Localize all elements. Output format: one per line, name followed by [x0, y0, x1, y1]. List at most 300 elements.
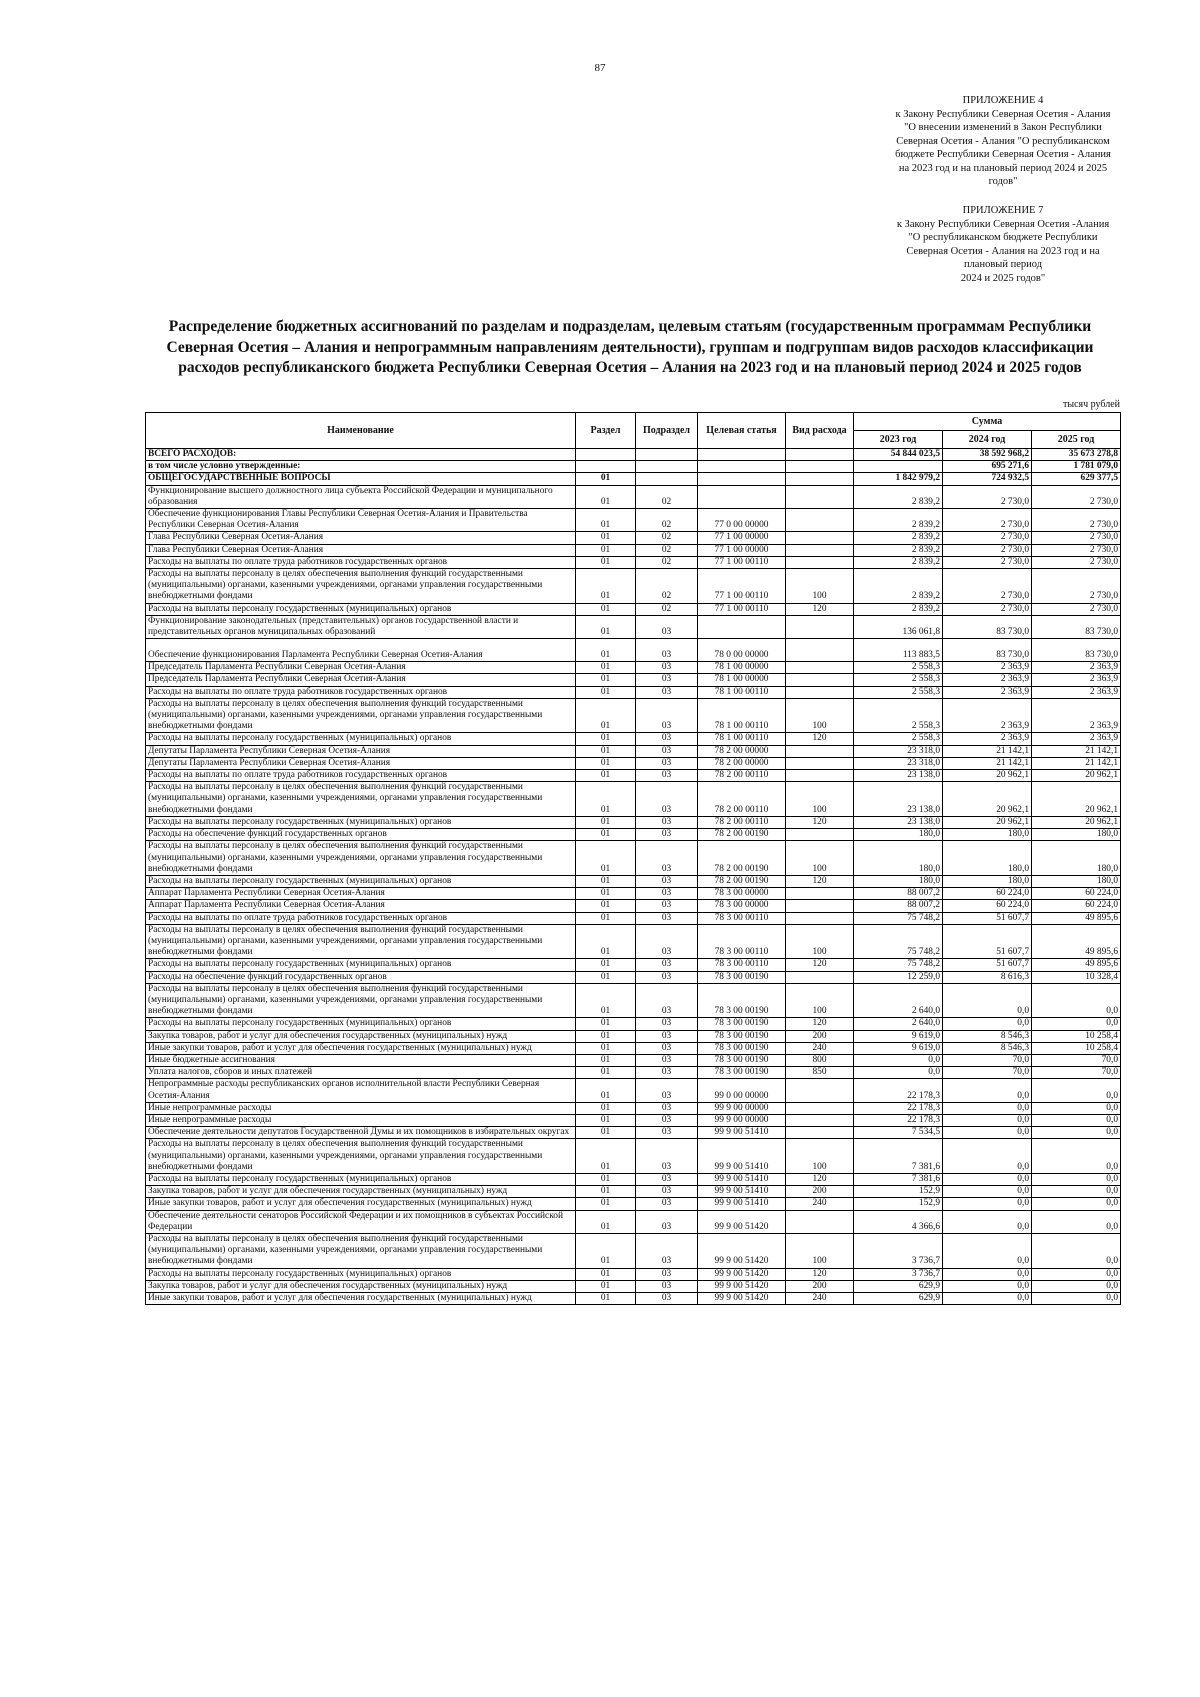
cell-2023: 629,9	[854, 1293, 943, 1305]
cell-name: Депутаты Парламента Республики Северная Осетия-Алания	[146, 757, 576, 769]
cell-section: 01	[576, 770, 636, 782]
cell-target	[698, 449, 786, 461]
cell-type: 120	[786, 733, 854, 745]
cell-type: 120	[786, 875, 854, 887]
cell-2023: 23 318,0	[854, 745, 943, 757]
cell-subsection	[636, 449, 698, 461]
cell-target: 78 3 00 00190	[698, 1067, 786, 1079]
cell-subsection: 03	[636, 615, 698, 638]
cell-type: 100	[786, 983, 854, 1018]
cell-target: 99 9 00 51410	[698, 1139, 786, 1174]
table-row	[146, 1198, 1121, 1210]
cell-target: 78 1 00 00110	[698, 686, 786, 698]
cell-target: 78 3 00 00000	[698, 888, 786, 900]
cell-subsection: 03	[636, 959, 698, 971]
cell-2025: 10 258,4	[1032, 1030, 1121, 1042]
header-name: Наименование	[146, 413, 576, 449]
table-row	[146, 532, 1121, 544]
cell-section: 01	[576, 544, 636, 556]
table-row	[146, 875, 1121, 887]
cell-section	[576, 449, 636, 461]
cell-subsection: 03	[636, 1018, 698, 1030]
cell-2023: 2 558,3	[854, 662, 943, 674]
cell-name: Закупка товаров, работ и услуг для обеспечения государственных (муниципальных) нужд	[146, 1186, 576, 1198]
header-target: Целевая статья	[698, 413, 786, 449]
cell-type: 100	[786, 569, 854, 604]
cell-section: 01	[576, 473, 636, 485]
cell-subsection: 02	[636, 485, 698, 508]
cell-name: Уплата налогов, сборов и иных платежей	[146, 1067, 576, 1079]
cell-2023: 7 381,6	[854, 1173, 943, 1185]
table-row	[146, 900, 1121, 912]
cell-name: Иные закупки товаров, работ и услуг для обеспечения государственных (муниципальных) нужд	[146, 1042, 576, 1054]
cell-target: 78 2 00 00190	[698, 829, 786, 841]
cell-subsection: 03	[636, 983, 698, 1018]
cell-2024: 0,0	[943, 1293, 1032, 1305]
cell-name: Расходы на выплаты персоналу государственных (муниципальных) органов	[146, 1173, 576, 1185]
cell-target: 99 0 00 00000	[698, 1079, 786, 1102]
cell-section: 01	[576, 1079, 636, 1102]
cell-2023: 629,9	[854, 1280, 943, 1292]
cell-subsection: 03	[636, 686, 698, 698]
table-row	[146, 509, 1121, 532]
cell-2023: 0,0	[854, 1054, 943, 1066]
cell-subsection: 03	[636, 912, 698, 924]
cell-2023: 0,0	[854, 1067, 943, 1079]
cell-subsection: 02	[636, 603, 698, 615]
cell-name: Расходы на выплаты персоналу в целях обеспечения выполнения функций государственными (муниципальными) органами, казенными учреждениями, органами управления государственными внебюджетными фондами	[146, 569, 576, 604]
cell-section: 01	[576, 1018, 636, 1030]
cell-type	[786, 509, 854, 532]
cell-2025: 0,0	[1032, 1079, 1121, 1102]
cell-section: 01	[576, 509, 636, 532]
cell-2024: 20 962,1	[943, 816, 1032, 828]
cell-2025: 70,0	[1032, 1054, 1121, 1066]
cell-2023: 23 138,0	[854, 782, 943, 817]
appendix-4-block	[860, 94, 1146, 189]
cell-target: 78 2 00 00110	[698, 770, 786, 782]
cell-section: 01	[576, 1280, 636, 1292]
cell-2023: 180,0	[854, 841, 943, 876]
table-row	[146, 473, 1121, 485]
cell-type	[786, 473, 854, 485]
cell-name: ВСЕГО РАСХОДОВ:	[146, 449, 576, 461]
table-row	[146, 1173, 1121, 1185]
cell-target: 78 3 00 00110	[698, 912, 786, 924]
cell-2024: 180,0	[943, 829, 1032, 841]
cell-2024: 2 730,0	[943, 532, 1032, 544]
cell-2024: 0,0	[943, 1114, 1032, 1126]
cell-section: 01	[576, 1139, 636, 1174]
cell-name: Расходы на выплаты по оплате труда работников государственных органов	[146, 556, 576, 568]
appendix-line: ПРИЛОЖЕНИЕ 7	[962, 205, 1044, 216]
cell-2025: 0,0	[1032, 1234, 1121, 1269]
cell-2025: 10 258,4	[1032, 1042, 1121, 1054]
table-row	[146, 745, 1121, 757]
table-row	[146, 959, 1121, 971]
cell-2024: 0,0	[943, 1280, 1032, 1292]
table-row	[146, 1268, 1121, 1280]
table-row	[146, 829, 1121, 841]
cell-target: 99 9 00 51420	[698, 1293, 786, 1305]
cell-target: 78 2 00 00000	[698, 745, 786, 757]
cell-type	[786, 1210, 854, 1233]
cell-2024: 0,0	[943, 1198, 1032, 1210]
cell-target: 99 9 00 00000	[698, 1102, 786, 1114]
cell-2025: 180,0	[1032, 875, 1121, 887]
cell-2023: 152,9	[854, 1198, 943, 1210]
cell-section: 01	[576, 1293, 636, 1305]
cell-name: Аппарат Парламента Республики Северная Осетия-Алания	[146, 888, 576, 900]
cell-subsection: 03	[636, 1114, 698, 1126]
cell-name: Расходы на обеспечение функций государственных органов	[146, 971, 576, 983]
cell-section: 01	[576, 556, 636, 568]
cell-target	[698, 473, 786, 485]
cell-section: 01	[576, 1042, 636, 1054]
cell-section: 01	[576, 569, 636, 604]
cell-section: 01	[576, 639, 636, 662]
cell-subsection: 03	[636, 875, 698, 887]
cell-section: 01	[576, 1114, 636, 1126]
cell-name: Обеспечение деятельности сенаторов Российской Федерации и их помощников в субъектах Российской Федерации	[146, 1210, 576, 1233]
cell-2024: 8 546,3	[943, 1042, 1032, 1054]
cell-target: 78 2 00 00190	[698, 875, 786, 887]
cell-2023: 2 558,3	[854, 674, 943, 686]
cell-name: Расходы на выплаты персоналу в целях обеспечения выполнения функций государственными (муниципальными) органами, казенными учреждениями, органами управления государственными внебюджетными фондами	[146, 983, 576, 1018]
appendix-line: "О республиканском бюджете Республики	[908, 232, 1098, 243]
cell-target: 77 1 00 00000	[698, 544, 786, 556]
cell-subsection: 03	[636, 1198, 698, 1210]
table-row	[146, 782, 1121, 817]
cell-2024: 60 224,0	[943, 888, 1032, 900]
cell-section: 01	[576, 615, 636, 638]
cell-2024: 2 730,0	[943, 556, 1032, 568]
cell-2023: 23 138,0	[854, 816, 943, 828]
cell-name: Председатель Парламента Республики Северная Осетия-Алания	[146, 674, 576, 686]
cell-section: 01	[576, 1198, 636, 1210]
cell-name: в том числе условно утвержденные:	[146, 461, 576, 473]
cell-name: Расходы на выплаты персоналу государственных (муниципальных) органов	[146, 875, 576, 887]
cell-type: 240	[786, 1042, 854, 1054]
cell-section: 01	[576, 971, 636, 983]
cell-type	[786, 674, 854, 686]
cell-2024: 0,0	[943, 1268, 1032, 1280]
cell-subsection	[636, 473, 698, 485]
cell-target: 78 1 00 00110	[698, 698, 786, 733]
cell-2025: 2 730,0	[1032, 485, 1121, 508]
cell-name: Расходы на выплаты персоналу государственных (муниципальных) органов	[146, 1018, 576, 1030]
cell-2024: 180,0	[943, 841, 1032, 876]
cell-name: Расходы на выплаты персоналу в целях обеспечения выполнения функций государственными (муниципальными) органами, казенными учреждениями, органами управления государственными внебюджетными фондами	[146, 782, 576, 817]
cell-type: 120	[786, 1268, 854, 1280]
cell-2023: 2 839,2	[854, 485, 943, 508]
cell-subsection: 02	[636, 532, 698, 544]
cell-2024: 0,0	[943, 1234, 1032, 1269]
cell-name: Непрограммные расходы республиканских органов исполнительной власти Республики Северная Осетия-Алания	[146, 1079, 576, 1102]
cell-2025: 0,0	[1032, 1280, 1121, 1292]
cell-type: 120	[786, 603, 854, 615]
cell-section: 01	[576, 888, 636, 900]
cell-2023: 23 138,0	[854, 770, 943, 782]
cell-section: 01	[576, 912, 636, 924]
cell-type: 100	[786, 1234, 854, 1269]
cell-name: Расходы на выплаты персоналу в целях обеспечения выполнения функций государственными (муниципальными) органами, казенными учреждениями, органами управления государственными внебюджетными фондами	[146, 1234, 576, 1269]
cell-2025: 35 673 278,8	[1032, 449, 1121, 461]
cell-2025: 629 377,5	[1032, 473, 1121, 485]
cell-type	[786, 544, 854, 556]
cell-2025: 49 895,6	[1032, 924, 1121, 959]
table-row	[146, 1054, 1121, 1066]
cell-2023: 4 366,6	[854, 1210, 943, 1233]
cell-name: Расходы на выплаты персоналу в целях обеспечения выполнения функций государственными (муниципальными) органами, казенными учреждениями, органами управления государственными внебюджетными фондами	[146, 924, 576, 959]
cell-2024: 20 962,1	[943, 770, 1032, 782]
cell-subsection: 03	[636, 1234, 698, 1269]
table-row	[146, 698, 1121, 733]
cell-subsection: 03	[636, 1280, 698, 1292]
cell-type: 100	[786, 841, 854, 876]
cell-target: 99 9 00 51420	[698, 1210, 786, 1233]
appendix-line: 2024 и 2025 годов"	[960, 272, 1046, 284]
cell-2023: 88 007,2	[854, 900, 943, 912]
table-row	[146, 1186, 1121, 1198]
cell-2025: 10 328,4	[1032, 971, 1121, 983]
cell-subsection: 03	[636, 816, 698, 828]
cell-2025: 70,0	[1032, 1067, 1121, 1079]
cell-section: 01	[576, 686, 636, 698]
cell-target: 78 3 00 00190	[698, 1018, 786, 1030]
cell-type	[786, 1114, 854, 1126]
cell-2024: 51 607,7	[943, 924, 1032, 959]
cell-subsection: 03	[636, 770, 698, 782]
cell-type	[786, 900, 854, 912]
cell-2025: 21 142,1	[1032, 757, 1121, 769]
cell-target: 78 2 00 00000	[698, 757, 786, 769]
cell-2023: 75 748,2	[854, 912, 943, 924]
cell-subsection: 03	[636, 745, 698, 757]
cell-subsection: 03	[636, 888, 698, 900]
cell-type	[786, 532, 854, 544]
cell-2024: 51 607,7	[943, 912, 1032, 924]
cell-subsection: 03	[636, 829, 698, 841]
cell-2024: 0,0	[943, 1127, 1032, 1139]
cell-section: 01	[576, 733, 636, 745]
cell-2023: 2 640,0	[854, 1018, 943, 1030]
cell-section: 01	[576, 1173, 636, 1185]
cell-section: 01	[576, 745, 636, 757]
cell-2023: 152,9	[854, 1186, 943, 1198]
cell-2024: 20 962,1	[943, 782, 1032, 817]
cell-section: 01	[576, 900, 636, 912]
cell-2025: 2 363,9	[1032, 662, 1121, 674]
cell-target: 99 9 00 51420	[698, 1280, 786, 1292]
table-row	[146, 1018, 1121, 1030]
cell-section: 01	[576, 782, 636, 817]
cell-target: 99 9 00 51420	[698, 1234, 786, 1269]
cell-type	[786, 449, 854, 461]
cell-2025: 2 730,0	[1032, 556, 1121, 568]
cell-name: Депутаты Парламента Республики Северная Осетия-Алания	[146, 745, 576, 757]
cell-type: 120	[786, 816, 854, 828]
header-2024: 2024 год	[943, 431, 1032, 449]
cell-subsection: 02	[636, 544, 698, 556]
table-row	[146, 757, 1121, 769]
cell-name: Расходы на выплаты персоналу в целях обеспечения выполнения функций государственными (муниципальными) органами, казенными учреждениями, органами управления государственными внебюджетными фондами	[146, 1139, 576, 1174]
cell-target: 77 1 00 00110	[698, 556, 786, 568]
cell-2025: 60 224,0	[1032, 900, 1121, 912]
cell-section: 01	[576, 1102, 636, 1114]
cell-2023: 2 839,2	[854, 532, 943, 544]
table-header-row	[146, 413, 1121, 431]
cell-type	[786, 912, 854, 924]
cell-2024: 8 546,3	[943, 1030, 1032, 1042]
cell-name: Обеспечение функционирования Парламента Республики Северная Осетия-Алания	[146, 639, 576, 662]
cell-subsection: 03	[636, 1054, 698, 1066]
cell-2025: 20 962,1	[1032, 782, 1121, 817]
cell-section: 01	[576, 1210, 636, 1233]
appendix-line: к Закону Республики Северная Осетия -Алания	[896, 218, 1110, 230]
cell-target: 99 9 00 00000	[698, 1114, 786, 1126]
cell-2024: 0,0	[943, 983, 1032, 1018]
cell-name: Глава Республики Северная Осетия-Алания	[146, 532, 576, 544]
cell-name: Расходы на выплаты персоналу в целях обеспечения выполнения функций государственными (муниципальными) органами, казенными учреждениями, органами управления государственными внебюджетными фондами	[146, 698, 576, 733]
table-row	[146, 569, 1121, 604]
cell-2023: 136 061,8	[854, 615, 943, 638]
cell-subsection: 03	[636, 782, 698, 817]
header-2023: 2023 год	[854, 431, 943, 449]
cell-2024: 60 224,0	[943, 900, 1032, 912]
header-type: Вид расхода	[786, 413, 854, 449]
cell-2025: 0,0	[1032, 1127, 1121, 1139]
cell-2023: 2 558,3	[854, 698, 943, 733]
table-row	[146, 461, 1121, 473]
cell-subsection: 03	[636, 639, 698, 662]
cell-subsection: 03	[636, 900, 698, 912]
cell-type: 120	[786, 1018, 854, 1030]
header-subsection: Подраздел	[636, 413, 698, 449]
cell-2024: 2 363,9	[943, 733, 1032, 745]
appendix-line: плановый период	[963, 259, 1043, 270]
cell-target: 78 3 00 00110	[698, 959, 786, 971]
cell-2025: 180,0	[1032, 841, 1121, 876]
cell-2023: 9 619,0	[854, 1030, 943, 1042]
cell-type: 120	[786, 959, 854, 971]
cell-target: 77 0 00 00000	[698, 509, 786, 532]
cell-target: 78 3 00 00190	[698, 1054, 786, 1066]
cell-section: 01	[576, 674, 636, 686]
cell-name: ОБЩЕГОСУДАРСТВЕННЫЕ ВОПРОСЫ	[146, 473, 576, 485]
cell-section: 01	[576, 485, 636, 508]
table-row	[146, 924, 1121, 959]
cell-target: 77 1 00 00000	[698, 532, 786, 544]
cell-subsection: 03	[636, 1067, 698, 1079]
cell-type	[786, 1102, 854, 1114]
cell-target: 78 3 00 00000	[698, 900, 786, 912]
table-row	[146, 485, 1121, 508]
cell-subsection: 03	[636, 841, 698, 876]
cell-2023: 2 839,2	[854, 556, 943, 568]
cell-target: 78 3 00 00110	[698, 924, 786, 959]
cell-2024: 2 730,0	[943, 569, 1032, 604]
cell-section: 01	[576, 662, 636, 674]
cell-section: 01	[576, 603, 636, 615]
units-label: тысяч рублей	[1062, 399, 1120, 410]
cell-2025: 2 363,9	[1032, 698, 1121, 733]
cell-subsection: 02	[636, 569, 698, 604]
appendix-line: к Закону Республики Северная Осетия - Алания	[895, 108, 1111, 120]
cell-2024: 0,0	[943, 1186, 1032, 1198]
cell-2024: 2 363,9	[943, 686, 1032, 698]
cell-name: Расходы на выплаты персоналу государственных (муниципальных) органов	[146, 816, 576, 828]
cell-target: 77 1 00 00110	[698, 603, 786, 615]
appendix-line: Северная Осетия - Алания на 2023 год и на	[906, 245, 1100, 257]
cell-2023: 9 619,0	[854, 1042, 943, 1054]
table-row	[146, 674, 1121, 686]
cell-2023: 2 839,2	[854, 509, 943, 532]
cell-2024: 70,0	[943, 1054, 1032, 1066]
cell-2025: 0,0	[1032, 983, 1121, 1018]
table-row	[146, 603, 1121, 615]
appendix-7-block	[860, 204, 1146, 285]
cell-2025: 20 962,1	[1032, 816, 1121, 828]
cell-2024: 2 730,0	[943, 603, 1032, 615]
cell-2023: 88 007,2	[854, 888, 943, 900]
cell-2023: 180,0	[854, 875, 943, 887]
table-row	[146, 1280, 1121, 1292]
cell-type	[786, 485, 854, 508]
cell-type: 120	[786, 1173, 854, 1185]
cell-name: Расходы на выплаты по оплате труда работников государственных органов	[146, 770, 576, 782]
cell-section: 01	[576, 1054, 636, 1066]
cell-subsection: 03	[636, 733, 698, 745]
table-row	[146, 888, 1121, 900]
cell-name: Функционирование высшего должностного лица субъекта Российской Федерации и муниципального образования	[146, 485, 576, 508]
table-row	[146, 841, 1121, 876]
cell-section: 01	[576, 841, 636, 876]
table-row	[146, 1127, 1121, 1139]
cell-type	[786, 686, 854, 698]
cell-2023: 2 640,0	[854, 983, 943, 1018]
cell-2023: 2 839,2	[854, 544, 943, 556]
table-row	[146, 1234, 1121, 1269]
cell-section: 01	[576, 1030, 636, 1042]
cell-2024: 83 730,0	[943, 615, 1032, 638]
table-row	[146, 1079, 1121, 1102]
cell-2023: 2 558,3	[854, 686, 943, 698]
table-row	[146, 449, 1121, 461]
cell-2025: 2 730,0	[1032, 569, 1121, 604]
cell-2024: 695 271,6	[943, 461, 1032, 473]
cell-target: 78 1 00 00110	[698, 733, 786, 745]
table-row	[146, 1102, 1121, 1114]
cell-2025: 2 730,0	[1032, 532, 1121, 544]
cell-2023: 75 748,2	[854, 959, 943, 971]
cell-2023: 3 736,7	[854, 1268, 943, 1280]
cell-name: Расходы на выплаты персоналу в целях обеспечения выполнения функций государственными (муниципальными) органами, казенными учреждениями, органами управления государственными внебюджетными фондами	[146, 841, 576, 876]
cell-2025: 0,0	[1032, 1018, 1121, 1030]
cell-section: 01	[576, 924, 636, 959]
cell-target: 99 9 00 51420	[698, 1268, 786, 1280]
cell-target	[698, 485, 786, 508]
cell-type: 200	[786, 1280, 854, 1292]
cell-type	[786, 662, 854, 674]
cell-name: Обеспечение деятельности депутатов Государственной Думы и их помощников в избирательных округах	[146, 1127, 576, 1139]
table-row	[146, 556, 1121, 568]
cell-target: 78 2 00 00110	[698, 816, 786, 828]
table-row	[146, 662, 1121, 674]
cell-name: Расходы на выплаты по оплате труда работников государственных органов	[146, 912, 576, 924]
cell-type: 100	[786, 782, 854, 817]
cell-type: 800	[786, 1054, 854, 1066]
